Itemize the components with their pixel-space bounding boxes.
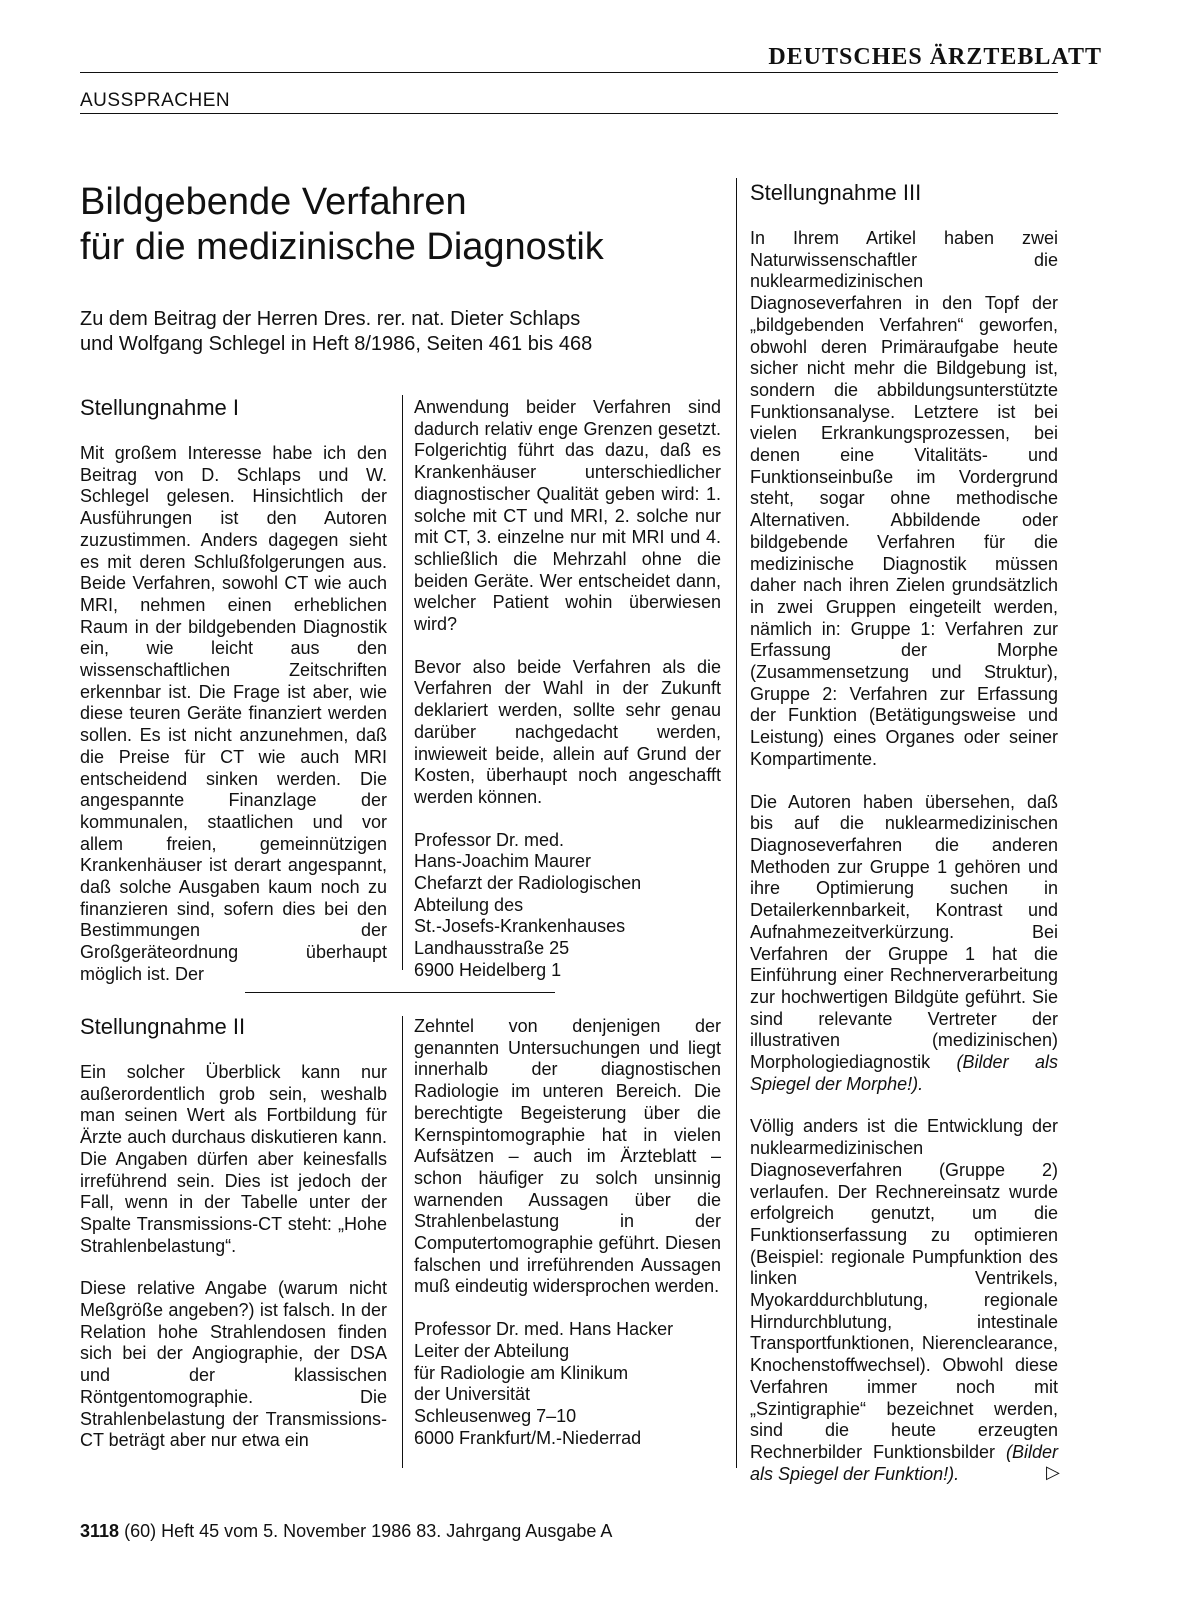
page-footer	[80, 1521, 612, 1542]
continue-arrow-icon: ▷	[1046, 1462, 1060, 1482]
s1-address-line: 6900 Heidelberg 1	[414, 959, 562, 980]
s3-paragraph-3-text: Völlig anders ist die Entwicklung der nuklearmedizinischen Diagnoseverfahren (Gruppe 2) verlaufen. Der Rechnereinsatz wurde erfolgreich genutzt, um die Funktionserfassung zu optimieren (Beispiel: regionale Pumpfunktion des linken Ventrikels, Myokarddurchblutung, regionale Hirndurchblutung, intestinale Transportfunktionen, Nierenclearance, Knochenstoffwechsel). Obwohl diese Verfahren immer noch mit „Szintigraphie“ bezeichnet werden, sind die heute erzeugten Rechnerbilder Funktionsbilder	[750, 1116, 1058, 1462]
section-rule	[80, 113, 1058, 114]
s3-column	[750, 180, 1058, 1485]
subtitle-line-2: und Wolfgang Schlegel in Heft 8/1986, Seiten 461 bis 468	[80, 333, 593, 355]
article-subtitle	[80, 307, 720, 357]
s2-paragraph-1: Ein solcher Überblick kann nur außerordentlich grob sein, weshalb man seinen Wert als Fortbildung für Ärzte auch durchaus diskutieren kann. Die Angaben dürfen aber keinesfalls irreführend sein. Dies ist jedoch der Fall, wenn in der Tabelle unter der Spalte Transmissions-CT steht: „Hohe Strahlenbelastung“.	[80, 1062, 387, 1256]
subtitle-line-1: Zu dem Beitrag der Herren Dres. rer. nat. Dieter Schlaps	[80, 308, 581, 330]
s2-paragraph-3: Zehntel von denjenigen der genannten Untersuchungen und liegt innerhalb der diagnostischen Radiologie im unteren Bereich. Die berechtigte Begeisterung über die Kernspintomographie hat in vielen Aufsätzen – auch im Ärzteblatt – schon häufiger zu solch unsinnig warnenden Aussagen über die Strahlenbelastung in der Computertomographie geführt. Diesen falschen und irreführenden Aussagen muß eindeutig widersprochen werden.	[414, 1016, 721, 1297]
s2-address-line: der Universität	[414, 1384, 531, 1405]
issue-info: (60) Heft 45 vom 5. November 1986 83. Jahrgang Ausgabe A	[124, 1521, 613, 1541]
section-separator	[245, 992, 555, 993]
s3-heading: Stellungnahme III	[750, 180, 922, 205]
s3-column-divider	[736, 178, 737, 1468]
s3-paragraph-2-italic: (Bilder als Spiegel der Morphe!).	[750, 1052, 1058, 1094]
s2-address-line: Professor Dr. med. Hans Hacker	[414, 1319, 674, 1340]
page-number: 3118	[80, 1521, 120, 1541]
s1-column-left	[80, 395, 387, 986]
s3-paragraph-3-italic: (Bilder als Spiegel der Funktion!).	[750, 1441, 1058, 1484]
s2-column-left	[80, 1014, 387, 1452]
masthead-rule	[80, 72, 1058, 73]
s1-column-right	[414, 397, 721, 982]
s3-paragraph-2-text: Die Autoren haben übersehen, daß bis auf die nuklearmedizinischen Diagnoseverfahren die anderen Methoden zur Gruppe 1 gehören und ihre Optimierung suchen in Detailerkennbarkeit, Kontrast und Aufnahmezeitverkürzung. Bei Verfahren der Gruppe 1 hat die Einführung einer Rechnerverarbeitung zur hochwertigen Bildgüte geführt. Sie sind relevante Vertreter der illustrativen (medizinischen) Morphologiediagnostik	[750, 791, 1058, 1073]
s1-address-line: Chefarzt der Radiologischen	[414, 873, 642, 894]
article-title	[80, 180, 720, 270]
s1-paragraph-2: Anwendung beider Verfahren sind dadurch relativ enge Grenzen gesetzt. Folgerichtig führt das dazu, daß es Krankenhäuser unterschiedlicher diagnostischer Qualität geben wird: 1. solche mit CT und MRI, 2. solche nur mit CT, 3. einzelne nur mit MRI und 4. schließlich die Mehrzahl ohne die beiden Geräte. Wer entscheidet dann, welcher Patient wohin überwiesen wird?	[414, 397, 721, 635]
section-label: AUSSPRACHEN	[80, 90, 231, 111]
s1-address-line: Professor Dr. med.	[414, 829, 565, 850]
s2-column-right	[414, 1016, 721, 1449]
s1-column-divider	[402, 395, 403, 970]
s3-paragraph-1: In Ihrem Artikel haben zwei Naturwissenschaftler die nuklearmedizinischen Diagnoseverfahren in den Topf der „bildgebenden Verfahren“ geworfen, obwohl deren Primäraufgabe heute sicher nicht mehr die Bildgebung ist, sondern die abbildungsunterstützte Funktionsanalyse. Letztere ist bei vielen Erkrankungsprozessen, bei denen eine Vitalitäts- und Funktionseinbuße im Vordergrund steht, sogar ohne methodische Alternativen. Abbildende oder bildgebende Verfahren für die medizinische Diagnostik müssen daher nach ihren Zielen grundsätzlich in zwei Gruppen eingeteilt werden, nämlich in: Gruppe 1: Verfahren zur Erfassung der Morphe (Zusammensetzung und Struktur), Gruppe 2: Verfahren zur Erfassung der Funktion (Betätigungsweise und Leistung) eines Organes oder seiner Kompartimente.	[750, 228, 1058, 769]
s1-address-line: Landhausstraße 25	[414, 938, 570, 959]
s2-column-divider	[402, 1016, 403, 1468]
s1-address-line: Abteilung des	[414, 894, 524, 915]
s3-paragraph-2	[750, 792, 1058, 1096]
title-line-2: für die medizinische Diagnostik	[80, 226, 604, 268]
s2-address-line: für Radiologie am Klinikum	[414, 1362, 629, 1383]
s3-paragraph-3	[750, 1116, 1058, 1485]
s2-address-line: Schleusenweg 7–10	[414, 1405, 577, 1426]
title-line-1: Bildgebende Verfahren	[80, 181, 467, 223]
s1-address-line: Hans-Joachim Maurer	[414, 851, 592, 872]
s2-heading: Stellungnahme II	[80, 1014, 246, 1039]
s1-paragraph-1: Mit großem Interesse habe ich den Beitrag von D. Schlaps und W. Schlegel gelesen. Hinsichtlich der Ausführungen ist den Autoren zuzustimmen. Anders dagegen sieht es mit deren Schlußfolgerungen aus. Beide Verfahren, sowohl CT wie auch MRI, nehmen einen erheblichen Raum in der bildgebenden Diagnostik ein, wie leicht aus den wissenschaftlichen Zeitschriften erkennbar ist. Die Frage ist aber, wie diese teuren Geräte finanziert werden sollen. Es ist nicht anzunehmen, daß die Preise für CT wie auch MRI entscheidend sinken werden. Die angespannte Finanzlage der kommunalen, staatlichen und vor allem freien, gemeinnützigen Krankenhäuser ist derart angespannt, daß solche Ausgaben kaum noch zu finanzieren sind, sofern dies bei den Bestimmungen der Großgeräteordnung überhaupt möglich ist. Der	[80, 443, 387, 984]
s1-author-address	[414, 830, 721, 982]
s1-paragraph-3: Bevor also beide Verfahren als die Verfahren der Wahl in der Zukunft deklariert werden, sollte sehr genau darüber nachgedacht werden, inwieweit beide, allein auf Grund der Kosten, überhaupt noch angeschafft werden können.	[414, 656, 721, 807]
masthead: DEUTSCHES ÄRZTEBLATT	[768, 44, 1102, 70]
s1-address-line: St.-Josefs-Krankenhauses	[414, 916, 626, 937]
s2-address-line: 6000 Frankfurt/M.-Niederrad	[414, 1427, 642, 1448]
s2-address-line: Leiter der Abteilung	[414, 1340, 570, 1361]
s2-paragraph-2: Diese relative Angabe (warum nicht Meßgröße angeben?) ist falsch. In der Relation hohe Strahlendosen finden sich bei der Angiographie, der DSA und der klassischen Röntgentomographie. Die Strahlenbelastung der Transmissions-CT beträgt aber nur etwa ein	[80, 1278, 387, 1451]
s2-author-address	[414, 1319, 721, 1449]
s1-heading: Stellungnahme I	[80, 395, 239, 420]
